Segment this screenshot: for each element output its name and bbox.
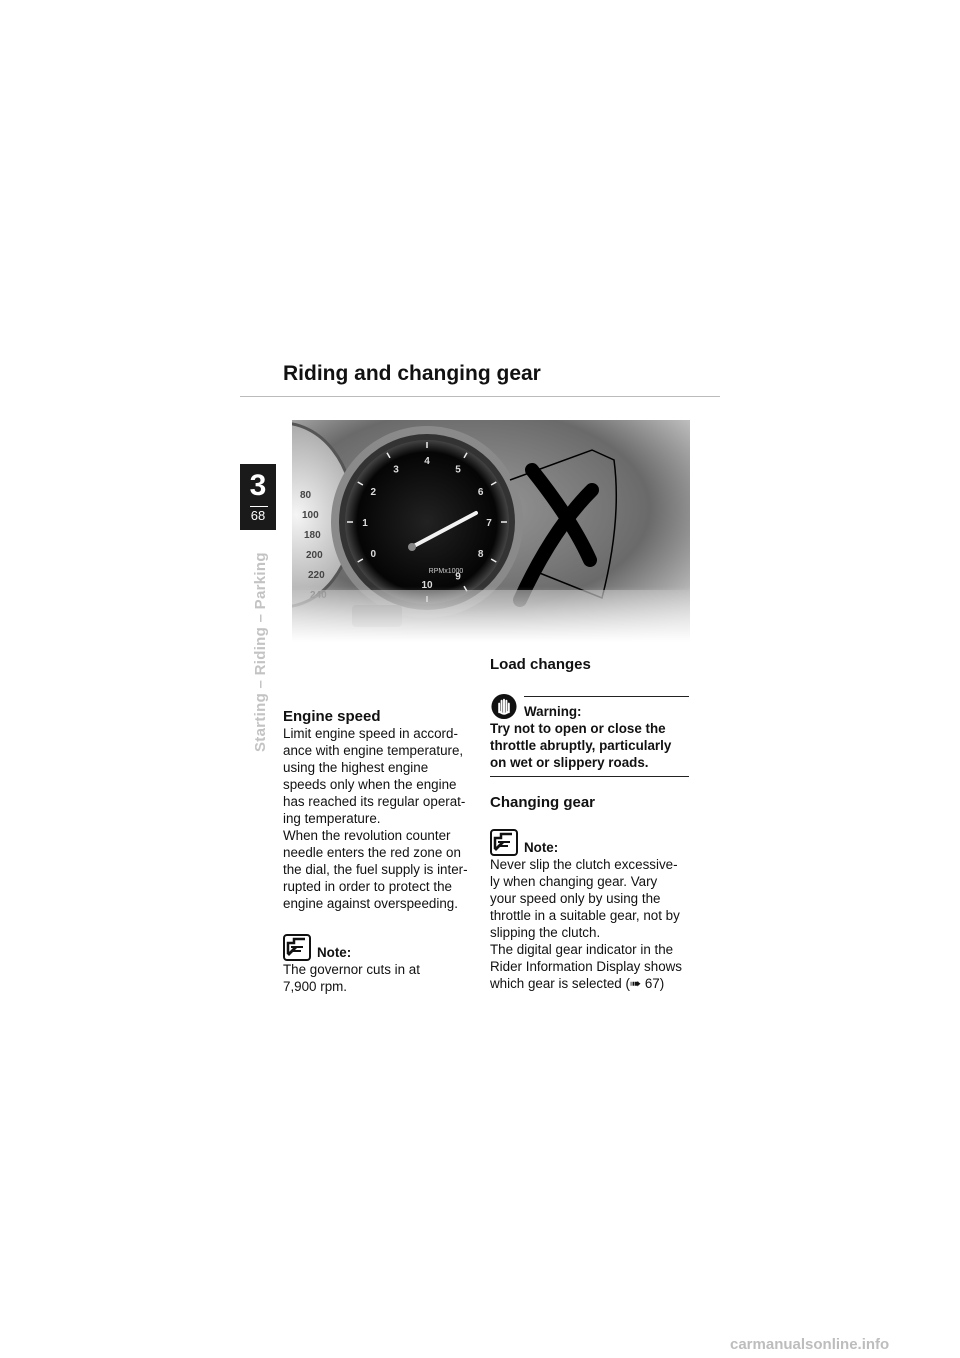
load-changes-section xyxy=(490,656,690,771)
note-body: Never slip the clutch excessive- ly when changing gear. Vary your speed only by using the throttle in a suitable gear, not by slipping the clutch. The digital gear indicator in the Rider Information Display shows which gear is selected (➠ 67) xyxy=(490,857,683,991)
warning-block xyxy=(490,693,690,771)
engine-speed-body: Limit engine speed in accord- ance with engine temperature, using the highest engine speeds only when the engine has reached its regular operat- ing temperature. When the revolution counter needle enters the red zone on the dial, the fuel supply is inter- rupted in order to protect the engine against overspeeding. xyxy=(283,726,468,911)
page-number: 68 xyxy=(250,508,266,523)
note-label: Note: xyxy=(524,840,559,855)
note-label: Note: xyxy=(317,945,352,960)
page-title: Riding and changing gear xyxy=(283,362,541,385)
warning-bottom-rule xyxy=(490,776,689,777)
changing-gear-section xyxy=(490,794,690,992)
warning-hand-icon xyxy=(490,693,518,720)
engine-speed-heading: Engine speed xyxy=(283,708,381,725)
chapter-number: 3 xyxy=(249,469,267,502)
warning-label: Warning: xyxy=(524,704,582,719)
engine-speed-note xyxy=(283,934,473,995)
title-rule xyxy=(240,396,720,397)
instrument-cluster-image xyxy=(292,420,690,642)
engine-speed-section xyxy=(283,708,473,995)
warning-top-rule xyxy=(524,696,689,697)
warning-body: Try not to open or close the throttle abruptly, particularly on wet or slippery roads. xyxy=(490,721,672,770)
changing-gear-note xyxy=(490,829,690,992)
chapter-side-label: Starting – Riding – Parking xyxy=(252,552,269,752)
watermark: carmanualsonline.info xyxy=(730,1336,890,1353)
changing-gear-heading: Changing gear xyxy=(490,794,596,811)
note-body: The governor cuts in at 7,900 rpm. xyxy=(283,962,420,994)
load-changes-heading: Load changes xyxy=(490,656,591,673)
note-icon xyxy=(490,829,518,856)
note-icon xyxy=(283,934,311,961)
chapter-divider xyxy=(250,506,268,507)
